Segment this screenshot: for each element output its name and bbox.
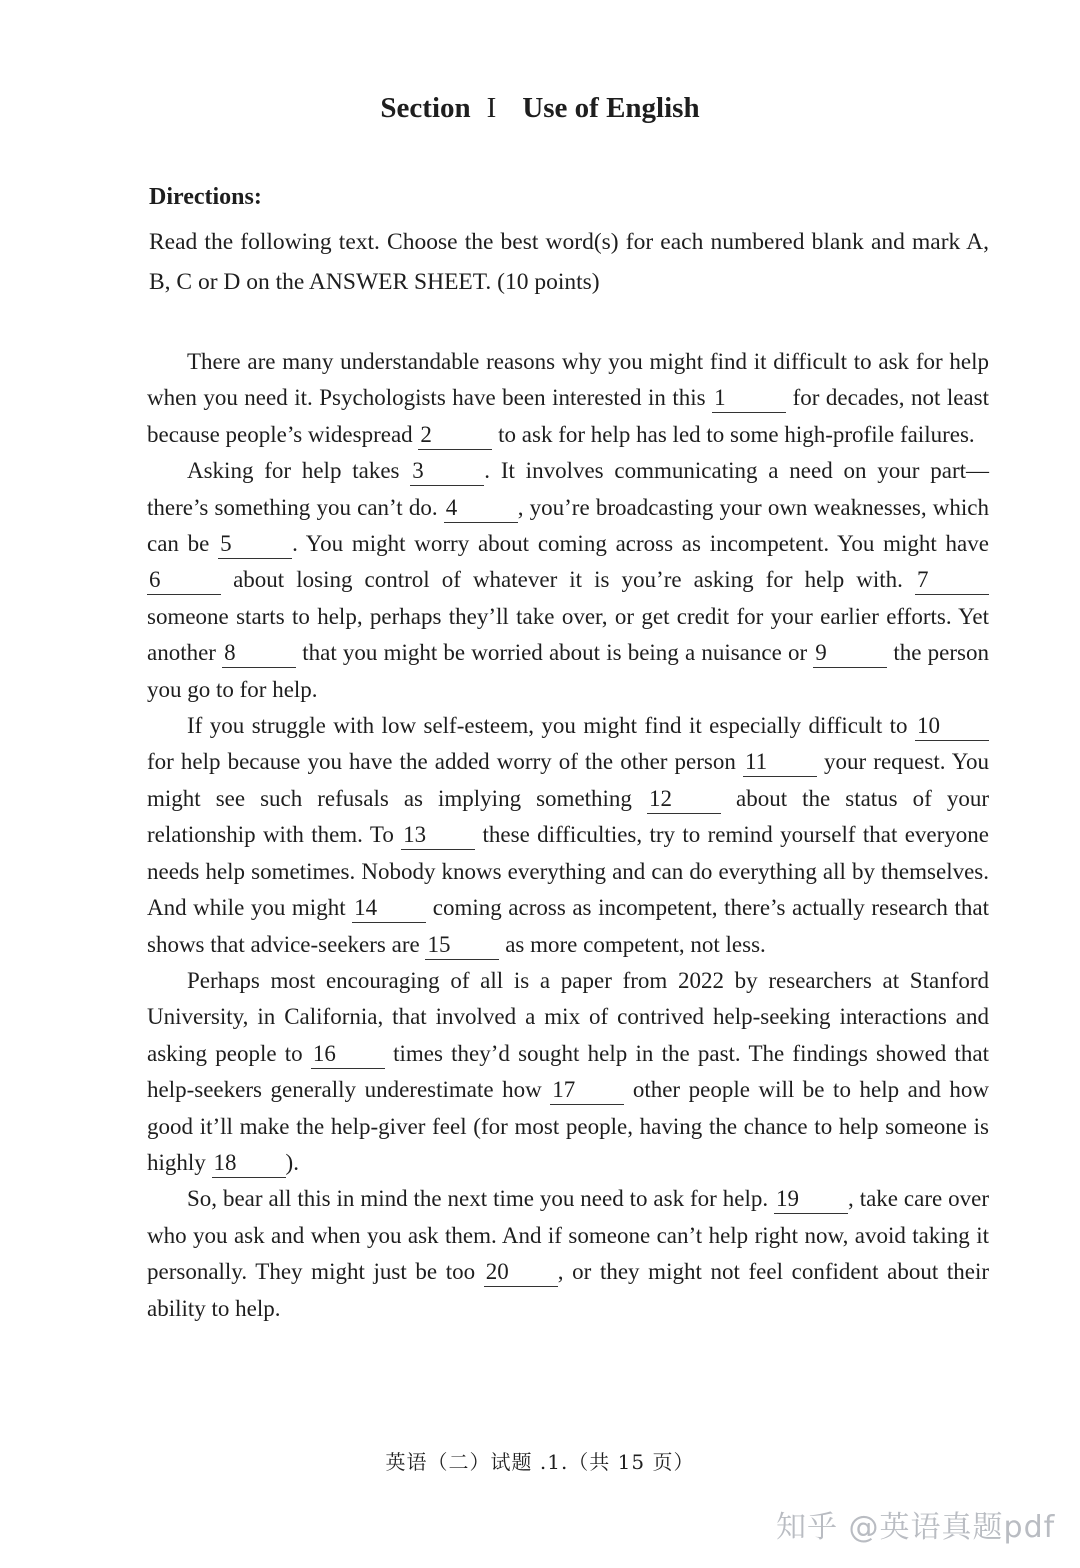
passage-text: for help because you have the added worry of the other person	[147, 749, 743, 775]
blank-5: 5	[218, 530, 292, 559]
passage-paragraph	[147, 453, 989, 708]
passage-text: for decades, not least because people’s widespread	[147, 385, 989, 447]
passage-text: to ask for help has led to some high-profile failures.	[492, 421, 975, 447]
passage-paragraph	[147, 1181, 989, 1327]
blank-12: 12	[647, 785, 721, 814]
passage-text: about the status of your relationship with them. To	[147, 785, 990, 848]
passage-text: So, bear all this in mind the next time you need to ask for help.	[187, 1186, 775, 1212]
passage-text: Perhaps most encouraging of all is a paper from 2022 by researchers at Stanford University, in California, that involved a mix of contrived help-seeking interactions and asking people to	[147, 967, 989, 1066]
passage-text: , take care over who you ask and when you ask them. And if someone can’t help right now, avoid taking it personally. They might just be too	[147, 1186, 990, 1285]
directions-text: Read the following text. Choose the best word(s) for each numbered blank and mark A, B, C or D on the ANSWER SHEET. (10 points)	[149, 229, 989, 295]
section-number: I	[486, 92, 497, 124]
passage-text: the person you go to for help.	[147, 640, 989, 702]
passage-text: , you’re broadcasting your own weaknesses, which can be	[147, 494, 989, 557]
blank-18: 18	[212, 1149, 286, 1178]
passage-text: If you struggle with low self-esteem, you might find it especially difficult to	[187, 713, 915, 739]
blank-19: 19	[774, 1185, 848, 1214]
blank-14: 14	[352, 894, 426, 923]
passage-text: times they’d sought help in the past. The findings showed that help-seekers generally underestimate how	[147, 1040, 990, 1103]
passage-text: . It involves communicating a need on your part—there’s something you can’t do.	[147, 458, 989, 520]
passage-text: Asking for help takes	[187, 458, 411, 484]
blank-4: 4	[444, 494, 518, 523]
cloze-passage	[147, 344, 989, 1327]
passage-paragraph	[147, 344, 989, 453]
blank-11: 11	[743, 748, 817, 777]
blank-13: 13	[401, 821, 475, 850]
passage-text: your request. You might see such refusals as implying something	[147, 749, 989, 811]
page-footer: 英语（二）试题 .1.（共 15 页）	[385, 1450, 695, 1474]
passage-text: other people will be to help and how good it’ll make the help-giver feel (for most people, having the chance to help someone is highly	[147, 1077, 989, 1175]
blank-17: 17	[550, 1076, 624, 1105]
blank-3: 3	[410, 457, 484, 486]
blank-20: 20	[484, 1258, 558, 1287]
blank-10: 10	[915, 712, 989, 741]
blank-9: 9	[813, 639, 887, 668]
passage-paragraph	[147, 963, 989, 1181]
passage-text: . You might worry about coming across as incompetent. You might have	[292, 531, 989, 557]
passage-paragraph	[147, 708, 989, 963]
blank-8: 8	[222, 639, 296, 668]
blank-7: 7	[915, 566, 989, 595]
blank-2: 2	[418, 421, 492, 450]
section-subject: Use of English	[522, 92, 700, 124]
directions-heading: Directions:	[149, 184, 262, 210]
passage-text: about losing control of whatever it is you’re asking for help with.	[221, 567, 915, 593]
blank-16: 16	[311, 1040, 385, 1069]
passage-text: There are many understandable reasons why you might find it difficult to ask for help when you need it. Psychologists have been interested in this	[147, 349, 989, 411]
watermark: 知乎 @英语真题pdf	[776, 1510, 1056, 1545]
passage-text: that you might be worried about is being a nuisance or	[296, 640, 814, 666]
section-label: Section	[380, 92, 471, 124]
blank-6: 6	[147, 566, 221, 595]
passage-text: ).	[285, 1149, 299, 1175]
section-title	[0, 92, 1080, 125]
passage-text: , or they might not feel confident about their ability to help.	[147, 1259, 990, 1321]
blank-15: 15	[425, 931, 499, 960]
passage-text: someone starts to help, perhaps they’ll take over, or get credit for your earlier efforts. Yet another	[147, 603, 989, 666]
passage-text: as more competent, not less.	[499, 931, 766, 957]
passage-text: these difficulties, try to remind yourself that everyone needs help sometimes. Nobody knows everything and can do everything all by themselves. And while you might	[147, 822, 989, 921]
passage-text: coming across as incompetent, there’s actually research that shows that advice-seekers are	[147, 895, 989, 957]
blank-1: 1	[712, 384, 786, 413]
